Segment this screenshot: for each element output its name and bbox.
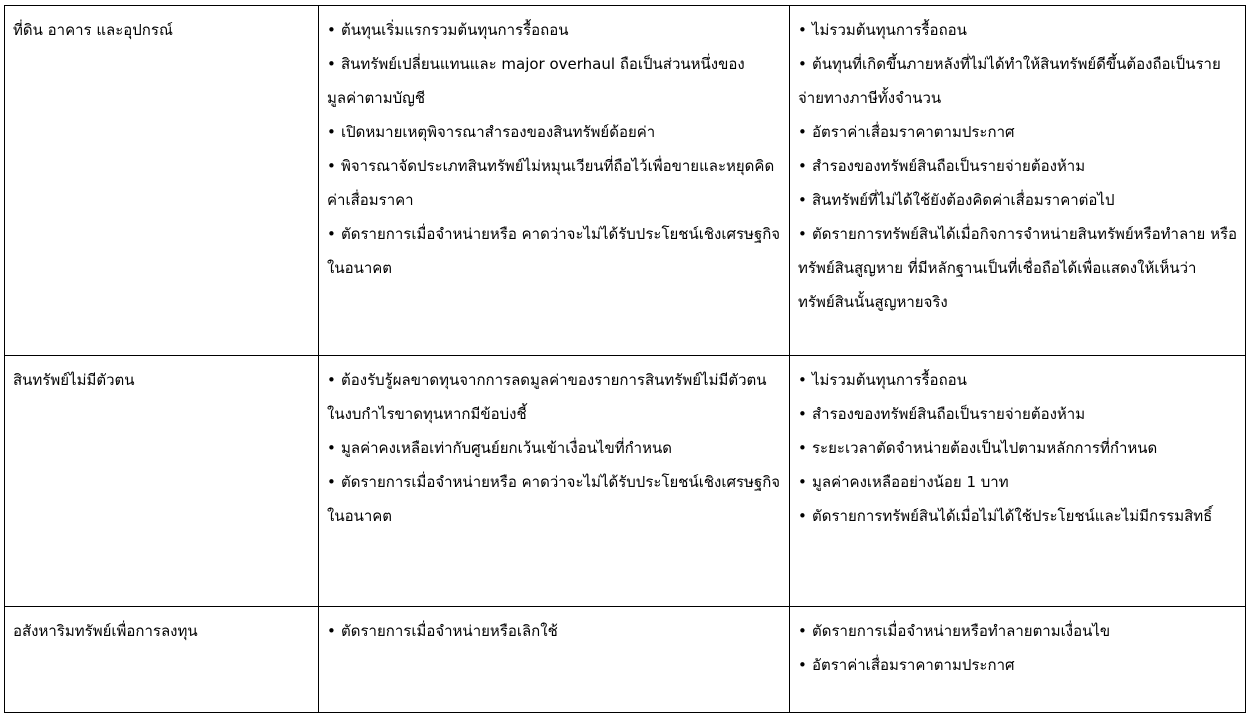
bullet-item — [798, 465, 1238, 499]
bullet-text: สินทรัพย์เปลี่ยนแทนและ major overhaul ถือเป็นส่วนหนึ่งของมูลค่าตามบัญชี — [327, 55, 745, 107]
category-label: สินทรัพย์ไม่มีตัวตน — [13, 371, 135, 389]
bullet-text: มูลค่าคงเหลือเท่ากับศูนย์ยกเว้นเข้าเงื่อนไขที่กำหนด — [341, 439, 672, 457]
bullet-item — [798, 397, 1238, 431]
bullet-text: ต้นทุนที่เกิดขึ้นภายหลังที่ไม่ได้ทำให้สินทรัพย์ดีขึ้นต้องถือเป็นรายจ่ายทางภาษีทั้งจำนวน — [798, 55, 1221, 107]
bullet-item — [798, 13, 1238, 47]
bullet-dot-icon: • — [798, 55, 807, 73]
bullet-dot-icon: • — [798, 157, 807, 175]
bullet-text: ตัดรายการทรัพย์สินได้เมื่อไม่ได้ใช้ประโยชน์และไม่มีกรรมสิทธิ์ — [812, 507, 1213, 525]
bullet-text: อัตราค่าเสื่อมราคาตามประกาศ — [812, 123, 1015, 141]
table-row — [5, 356, 1246, 607]
bullet-item — [327, 149, 782, 217]
bullet-item — [327, 363, 782, 431]
comparison-table — [4, 5, 1246, 713]
bullet-dot-icon: • — [798, 123, 807, 141]
category-label: ที่ดิน อาคาร และอุปกรณ์ — [13, 21, 173, 39]
bullet-dot-icon: • — [798, 21, 807, 39]
bullet-dot-icon: • — [798, 473, 807, 491]
tax-rule-cell — [790, 356, 1246, 607]
bullet-item — [327, 217, 782, 285]
bullet-dot-icon: • — [798, 191, 807, 209]
bullet-item — [798, 47, 1238, 115]
bullet-item — [798, 149, 1238, 183]
table-row — [5, 607, 1246, 713]
table-row — [5, 6, 1246, 356]
bullet-dot-icon: • — [798, 439, 807, 457]
bullet-item — [327, 13, 782, 47]
comparison-document — [4, 5, 1245, 712]
bullet-dot-icon: • — [327, 473, 336, 491]
bullet-item — [798, 183, 1238, 217]
bullet-item — [798, 115, 1238, 149]
bullet-dot-icon: • — [327, 225, 336, 243]
bullet-dot-icon: • — [327, 439, 336, 457]
category-cell — [5, 6, 319, 356]
bullet-dot-icon: • — [798, 405, 807, 423]
bullet-item — [327, 47, 782, 115]
bullet-list — [798, 363, 1238, 533]
bullet-list — [327, 13, 782, 285]
bullet-text: เปิดหมายเหตุพิจารณาสำรองของสินทรัพย์ด้อยค่า — [341, 123, 656, 141]
bullet-text: มูลค่าคงเหลืออย่างน้อย 1 บาท — [812, 473, 1009, 491]
bullet-text: สำรองของทรัพย์สินถือเป็นรายจ่ายต้องห้าม — [812, 405, 1086, 423]
bullet-dot-icon: • — [798, 656, 807, 674]
bullet-item — [798, 431, 1238, 465]
bullet-dot-icon: • — [798, 507, 807, 525]
bullet-item — [798, 648, 1238, 682]
bullet-item — [327, 465, 782, 533]
bullet-text: ต้นทุนเริ่มแรกรวมต้นทุนการรื้อถอน — [341, 21, 569, 39]
accounting-standard-cell — [319, 6, 790, 356]
bullet-item — [798, 614, 1238, 648]
bullet-item — [798, 499, 1238, 533]
bullet-dot-icon: • — [327, 622, 336, 640]
bullet-item — [798, 217, 1238, 319]
bullet-text: ระยะเวลาตัดจำหน่ายต้องเป็นไปตามหลักการที่กำหนด — [812, 439, 1158, 457]
bullet-item — [798, 363, 1238, 397]
bullet-text: ตัดรายการเมื่อจำหน่ายหรือ คาดว่าจะไม่ได้รับประโยชน์เชิงเศรษฐกิจในอนาคต — [327, 473, 781, 525]
bullet-text: ตัดรายการทรัพย์สินได้เมื่อกิจการจำหน่ายสินทรัพย์หรือทำลาย หรือทรัพย์สินสูญหาย ที่มีหลักฐานเป็นที่เชื่อถือได้เพื่อแสดงให้เห็นว่าทรัพย์สินนั้นสูญหายจริง — [798, 225, 1238, 311]
category-label: อสังหาริมทรัพย์เพื่อการลงทุน — [13, 622, 198, 640]
bullet-dot-icon: • — [798, 225, 807, 243]
bullet-item — [327, 614, 782, 648]
bullet-dot-icon: • — [327, 371, 336, 389]
bullet-text: สินทรัพย์ที่ไม่ได้ใช้ยังต้องคิดค่าเสื่อมราคาต่อไป — [812, 191, 1115, 209]
bullet-list — [798, 614, 1238, 682]
bullet-text: สำรองของทรัพย์สินถือเป็นรายจ่ายต้องห้าม — [812, 157, 1086, 175]
bullet-dot-icon: • — [798, 371, 807, 389]
bullet-text: ต้องรับรู้ผลขาดทุนจากการลดมูลค่าของรายการสินทรัพย์ไม่มีตัวตนในงบกำไรขาดทุนหากมีข้อบ่งชี้ — [327, 371, 767, 423]
bullet-text: ตัดรายการเมื่อจำหน่ายหรือ คาดว่าจะไม่ได้รับประโยชน์เชิงเศรษฐกิจในอนาคต — [327, 225, 781, 277]
category-cell — [5, 607, 319, 713]
bullet-text: ตัดรายการเมื่อจำหน่ายหรือทำลายตามเงื่อนไข — [812, 622, 1111, 640]
bullet-dot-icon: • — [327, 123, 336, 141]
bullet-dot-icon: • — [798, 622, 807, 640]
bullet-item — [327, 115, 782, 149]
bullet-text: ไม่รวมต้นทุนการรื้อถอน — [812, 371, 967, 389]
bullet-text: ตัดรายการเมื่อจำหน่ายหรือเลิกใช้ — [341, 622, 558, 640]
bullet-text: อัตราค่าเสื่อมราคาตามประกาศ — [812, 656, 1015, 674]
bullet-dot-icon: • — [327, 157, 336, 175]
bullet-text: ไม่รวมต้นทุนการรื้อถอน — [812, 21, 967, 39]
bullet-list — [327, 363, 782, 533]
accounting-standard-cell — [319, 607, 790, 713]
bullet-list — [798, 13, 1238, 319]
bullet-list — [327, 614, 782, 648]
bullet-dot-icon: • — [327, 21, 336, 39]
tax-rule-cell — [790, 607, 1246, 713]
tax-rule-cell — [790, 6, 1246, 356]
bullet-dot-icon: • — [327, 55, 336, 73]
bullet-item — [327, 431, 782, 465]
category-cell — [5, 356, 319, 607]
bullet-text: พิจารณาจัดประเภทสินทรัพย์ไม่หมุนเวียนที่ถือไว้เพื่อขายและหยุดคิดค่าเสื่อมราคา — [327, 157, 775, 209]
accounting-standard-cell — [319, 356, 790, 607]
